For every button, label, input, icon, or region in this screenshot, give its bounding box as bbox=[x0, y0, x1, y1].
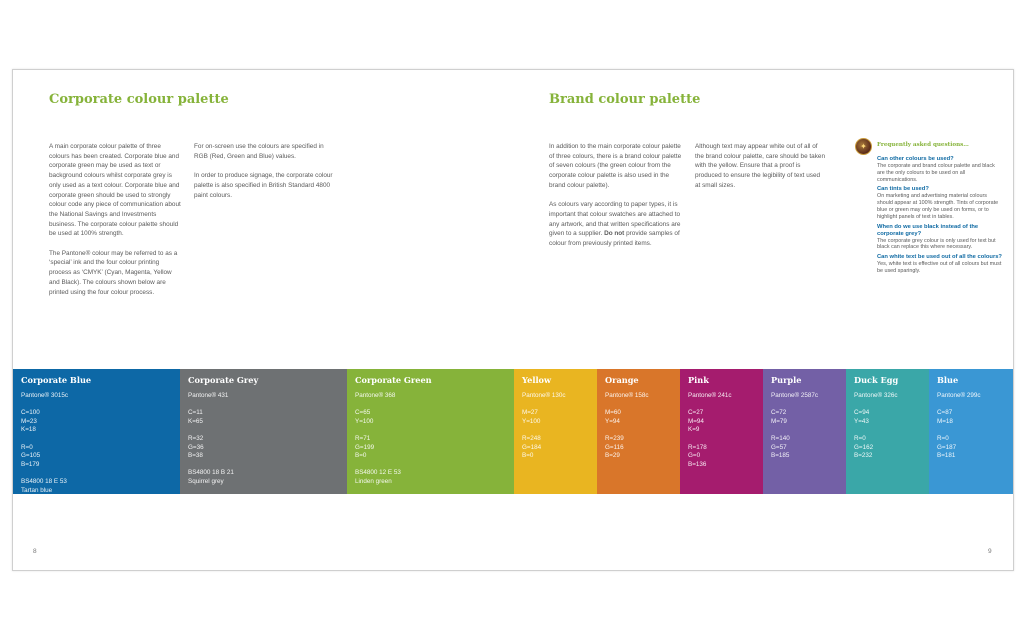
swatch-name: Duck Egg bbox=[854, 375, 899, 385]
swatch-rgb: B=38 bbox=[188, 452, 203, 460]
swatch-rgb: R=239 bbox=[605, 434, 624, 442]
left-column-2 bbox=[194, 142, 334, 210]
swatch-cmyk: C=87 bbox=[937, 409, 953, 417]
swatch-pantone: Pantone® 158c bbox=[605, 392, 649, 399]
faq-answer: Yes, white text is effective out of all colours but must be used sparingly. bbox=[877, 261, 1002, 274]
swatch-rgb: B=181 bbox=[937, 452, 956, 460]
swatch-cmyk: K=18 bbox=[21, 426, 36, 434]
swatch-rgb: B=0 bbox=[522, 452, 534, 460]
swatch-rgb: G=184 bbox=[522, 443, 542, 451]
swatch-cmyk: Y=100 bbox=[355, 417, 374, 425]
swatch-rgb: G=105 bbox=[21, 452, 41, 460]
swatch-rgb: G=57 bbox=[771, 443, 787, 451]
swatch-name: Yellow bbox=[522, 375, 552, 385]
swatch-rgb: G=36 bbox=[188, 443, 204, 451]
right-col1-p2-bold: Do not bbox=[604, 230, 625, 238]
swatch-cmyk: C=72 bbox=[771, 409, 787, 417]
swatch-rgb: R=0 bbox=[21, 443, 33, 451]
swatch-orange bbox=[597, 369, 680, 494]
right-col1-p2-text-a: As colours vary according to paper types, it is important that colour swatches are attached to any artwork, and that written specifications are given to a supplier. bbox=[549, 201, 681, 238]
swatch-pantone: Pantone® 326c bbox=[854, 392, 898, 399]
swatch-pantone: Pantone® 130c bbox=[522, 392, 566, 399]
swatch-corporate-blue bbox=[13, 369, 180, 494]
left-col2-paragraph-1: For on-screen use the colours are specified in RGB (Red, Green and Blue) values. bbox=[194, 143, 324, 160]
swatch-bs4800: BS4800 12 E 53 bbox=[355, 469, 401, 477]
brochure-spread bbox=[12, 69, 1014, 571]
swatch-name: Orange bbox=[605, 375, 639, 385]
swatch-rgb: R=178 bbox=[688, 443, 707, 451]
swatch-pantone: Pantone® 368 bbox=[355, 392, 396, 399]
swatch-rgb: B=232 bbox=[854, 452, 873, 460]
swatch-pantone: Pantone® 431 bbox=[188, 392, 229, 399]
swatch-cmyk: M=18 bbox=[937, 417, 953, 425]
faq-answer: The corporate and brand colour palette and black are the only colours to be used on all communications. bbox=[877, 163, 995, 183]
left-col1-paragraph-1: A main corporate colour palette of three colours has been created. Corporate blue and corporate green may be used as text or background colours whilst corporate grey is only used as a text colour. Corporate blue and corporate green should be used to strongly colour code any piece of communication about the National Savings and Investments business. The corporate colour palette should be used at 100% strength. bbox=[49, 143, 181, 238]
left-col1-paragraph-2: The Pantone® colour may be referred to as a ‘special’ ink and the four colour printing process as ‘CMYK’ (Cyan, Magenta, Yellow and Black). The colours shown below are printed using the four colour process. bbox=[49, 249, 178, 296]
swatch-rgb: B=29 bbox=[605, 452, 620, 460]
swatch-rgb: B=179 bbox=[21, 460, 40, 468]
swatch-name: Corporate Green bbox=[355, 375, 432, 385]
swatch-rgb: R=140 bbox=[771, 434, 790, 442]
swatch-bs4800-name: Squirrel grey bbox=[188, 477, 224, 485]
swatch-rgb: G=116 bbox=[605, 443, 624, 451]
left-page-number: 8 bbox=[33, 548, 37, 555]
swatch-rgb: R=32 bbox=[188, 434, 204, 442]
swatch-pantone: Pantone® 299c bbox=[937, 392, 981, 399]
swatch-bs4800-name: Tartan blue bbox=[21, 486, 53, 494]
faq-answer: On marketing and advertising material colours should appear at 100% strength. Tints of corporate blue or green may only be used on forms, or to highlight panels of text in tables. bbox=[877, 193, 999, 220]
faq-answer: The corporate grey colour is only used for text but black can replace this where necessary. bbox=[877, 237, 996, 251]
faq-question: When do we use black instead of the corporate grey? bbox=[877, 223, 979, 237]
right-col1-paragraph-1: In addition to the main corporate colour palette of three colours, there is a brand colour palette of seven colours (the green colour from the corporate colour palette is also used in the brand colour palette). bbox=[549, 143, 682, 189]
swatch-rgb: B=185 bbox=[771, 452, 790, 460]
swatch-corporate-grey bbox=[180, 369, 347, 494]
swatch-cmyk: M=27 bbox=[522, 409, 538, 417]
swatch-name: Blue bbox=[937, 375, 959, 385]
swatch-rgb: R=71 bbox=[355, 434, 371, 442]
swatch-rgb: G=187 bbox=[937, 443, 957, 451]
swatch-yellow bbox=[514, 369, 597, 494]
swatch-rgb: R=248 bbox=[522, 434, 541, 442]
swatch-cmyk: M=23 bbox=[21, 417, 37, 425]
swatch-rgb: B=136 bbox=[688, 460, 707, 468]
faq-question: Can tints be used? bbox=[877, 186, 929, 193]
right-column-2 bbox=[695, 142, 827, 200]
swatch-cmyk: M=79 bbox=[771, 417, 787, 425]
swatch-cmyk: Y=94 bbox=[605, 417, 620, 425]
swatch-pantone: Pantone® 2587c bbox=[771, 392, 819, 399]
faq-list bbox=[877, 153, 1003, 275]
swatch-cmyk: M=60 bbox=[605, 409, 621, 417]
swatch-name: Pink bbox=[688, 375, 709, 385]
swatch-cmyk: K=9 bbox=[688, 426, 700, 434]
left-col2-paragraph-2: In order to produce signage, the corporate colour palette is also specified in British Standard 4800 paint colours. bbox=[194, 172, 333, 199]
swatch-cmyk: C=94 bbox=[854, 409, 870, 417]
right-col2-paragraph: Although text may appear white out of all of the brand colour palette, care should be taken with the yellow. Ensure that a proof is produced to ensure the legibility of text used at small sizes. bbox=[695, 143, 826, 189]
swatch-rgb: B=0 bbox=[355, 452, 367, 460]
right-page-number: 9 bbox=[988, 548, 992, 555]
swatch-rgb: G=199 bbox=[355, 443, 375, 451]
swatch-cmyk: C=65 bbox=[355, 409, 371, 417]
swatch-rgb: R=0 bbox=[854, 434, 866, 442]
swatch-rgb: G=0 bbox=[688, 452, 701, 460]
right-page-heading: Brand colour palette bbox=[549, 92, 701, 107]
swatch-pantone: Pantone® 241c bbox=[688, 392, 732, 399]
swatch-cmyk: K=65 bbox=[188, 417, 203, 425]
swatch-purple bbox=[763, 369, 846, 494]
swatch-cmyk: M=94 bbox=[688, 417, 704, 425]
seal-icon: ✦ bbox=[855, 138, 872, 155]
swatch-pantone: Pantone® 3015c bbox=[21, 392, 69, 399]
swatch-bs4800: BS4800 18 E 53 bbox=[21, 477, 67, 485]
swatch-name: Purple bbox=[771, 375, 802, 385]
swatch-bs4800-name: Linden green bbox=[355, 477, 392, 485]
swatch-bs4800: BS4800 18 B 21 bbox=[188, 469, 234, 477]
faq-question: Can white text be used out of all the colours? bbox=[877, 254, 1002, 261]
swatch-blue bbox=[929, 369, 1013, 494]
swatch-name: Corporate Grey bbox=[188, 375, 259, 385]
left-page-heading: Corporate colour palette bbox=[49, 92, 229, 107]
swatch-cmyk: C=27 bbox=[688, 409, 704, 417]
right-col1-paragraph-2 bbox=[549, 200, 687, 249]
right-col1-p2-text-b: provide samples of colour from previously printed items. bbox=[549, 230, 680, 248]
colour-swatch-strip bbox=[13, 369, 1013, 494]
swatch-cmyk: Y=100 bbox=[522, 417, 541, 425]
left-column-1 bbox=[49, 142, 181, 307]
swatch-cmyk: Y=43 bbox=[854, 417, 869, 425]
swatch-rgb: R=0 bbox=[937, 434, 949, 442]
swatch-pink bbox=[680, 369, 763, 494]
swatch-cmyk: C=100 bbox=[21, 409, 40, 417]
swatch-rgb: G=162 bbox=[854, 443, 874, 451]
right-column-1 bbox=[549, 142, 687, 258]
swatch-cmyk: C=11 bbox=[188, 409, 203, 417]
swatch-name: Corporate Blue bbox=[21, 375, 92, 385]
swatch-duck-egg bbox=[846, 369, 929, 494]
faq-title: Frequently asked questions… bbox=[877, 142, 969, 148]
faq-question: Can other colours be used? bbox=[877, 156, 954, 162]
swatch-corporate-green bbox=[347, 369, 514, 494]
